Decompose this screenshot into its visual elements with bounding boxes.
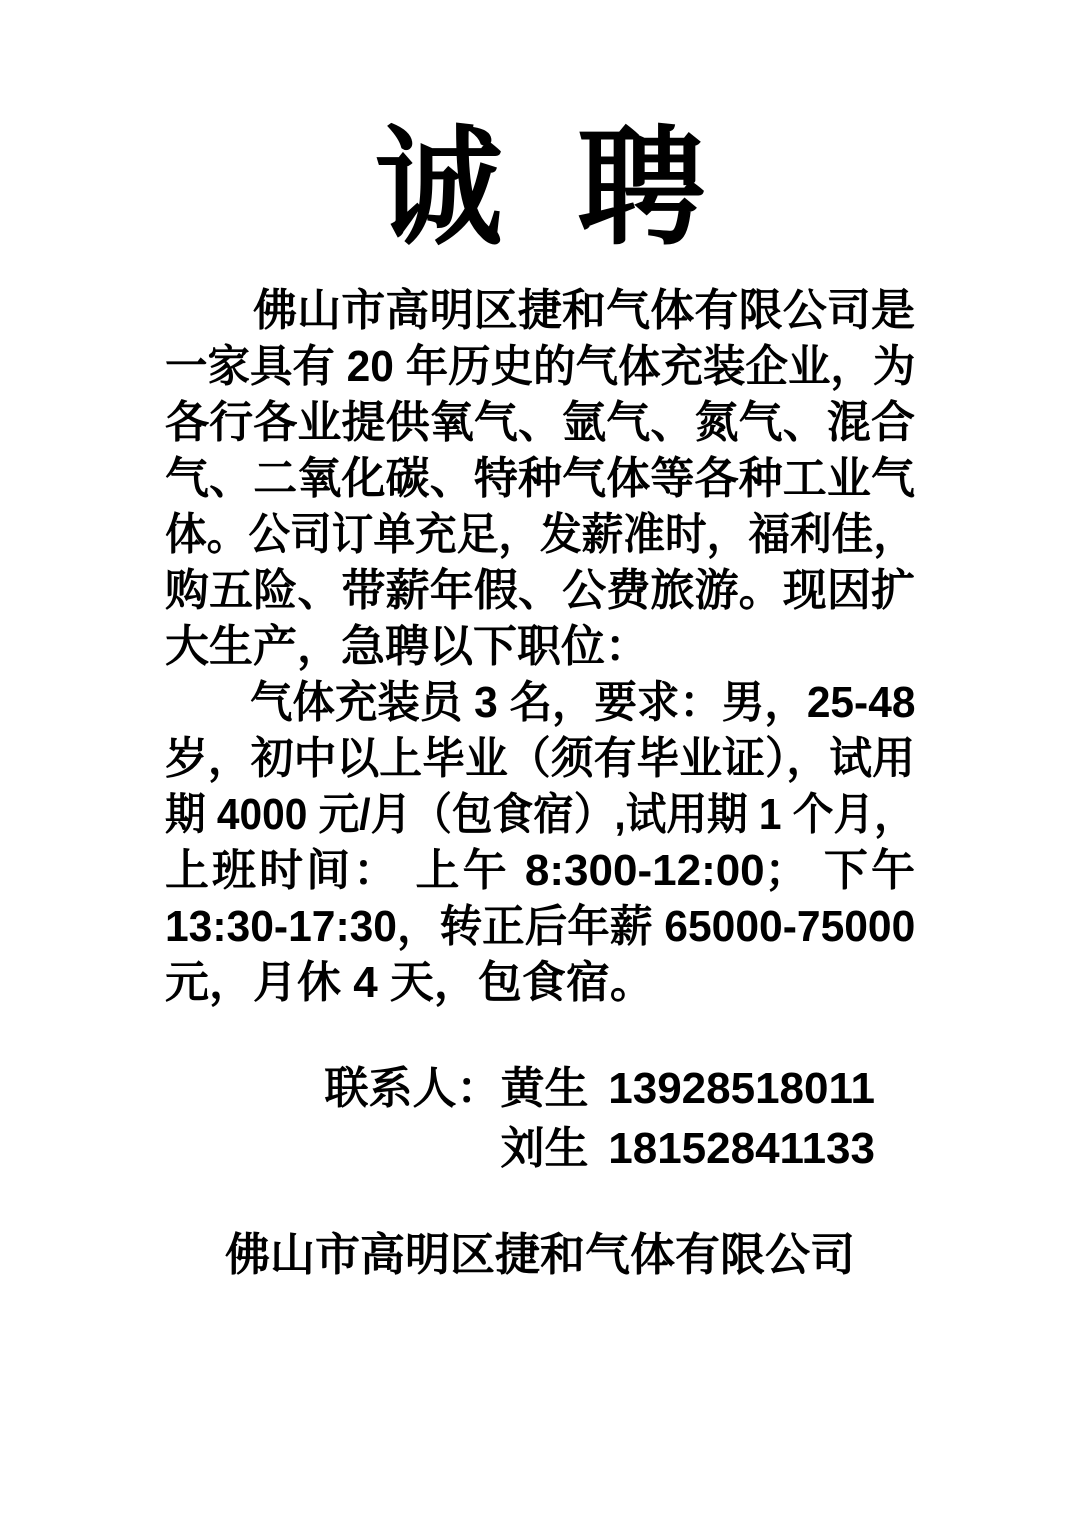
contact-label: 联系人： bbox=[324, 1064, 501, 1113]
body-line: 13:30-17:30，转正后年薪 65000-75000 bbox=[165, 902, 916, 951]
intro-paragraph bbox=[165, 283, 915, 675]
body-line: 岁，初中以上毕业（须有毕业证），试用 bbox=[165, 734, 915, 783]
contact-row bbox=[165, 1059, 875, 1119]
body-line: 元，月休 4 天，包食宿。 bbox=[165, 958, 654, 1007]
poster-title: 诚 聘 bbox=[375, 117, 705, 260]
position-paragraph bbox=[165, 675, 915, 1011]
body-line: 期 4000 元/月（包食宿）,试用期 1 个月， bbox=[165, 790, 915, 839]
body-line: 佛山市高明区捷和气体有限公司是 bbox=[253, 286, 915, 335]
contact-phone: 13928518011 bbox=[608, 1064, 875, 1113]
body-line: 体。公司订单充足，发薪准时，福利佳， bbox=[165, 510, 915, 559]
contact-section bbox=[165, 1059, 915, 1179]
body-line: 一家具有 20 年历史的气体充装企业，为 bbox=[165, 342, 916, 391]
poster-body bbox=[165, 283, 915, 1011]
contact-phone: 18152841133 bbox=[608, 1124, 875, 1173]
contact-name: 刘生 bbox=[500, 1124, 589, 1173]
contact-name: 黄生 bbox=[500, 1064, 589, 1113]
contact-row bbox=[165, 1119, 875, 1179]
body-line: 气、二氧化碳、特种气体等各种工业气 bbox=[165, 454, 915, 503]
body-line: 大生产，急聘以下职位： bbox=[165, 622, 649, 671]
body-line: 购五险、带薪年假、公费旅游。现因扩 bbox=[165, 566, 915, 615]
body-line: 各行各业提供氧气、氩气、氮气、混合 bbox=[165, 398, 915, 447]
body-line: 气体充装员 3 名，要求：男，25-48 bbox=[249, 678, 916, 727]
company-name: 佛山市高明区捷和气体有限公司 bbox=[224, 1229, 855, 1280]
body-line: 上班时间： 上午 8:300-12:00； 下午 bbox=[165, 846, 915, 895]
